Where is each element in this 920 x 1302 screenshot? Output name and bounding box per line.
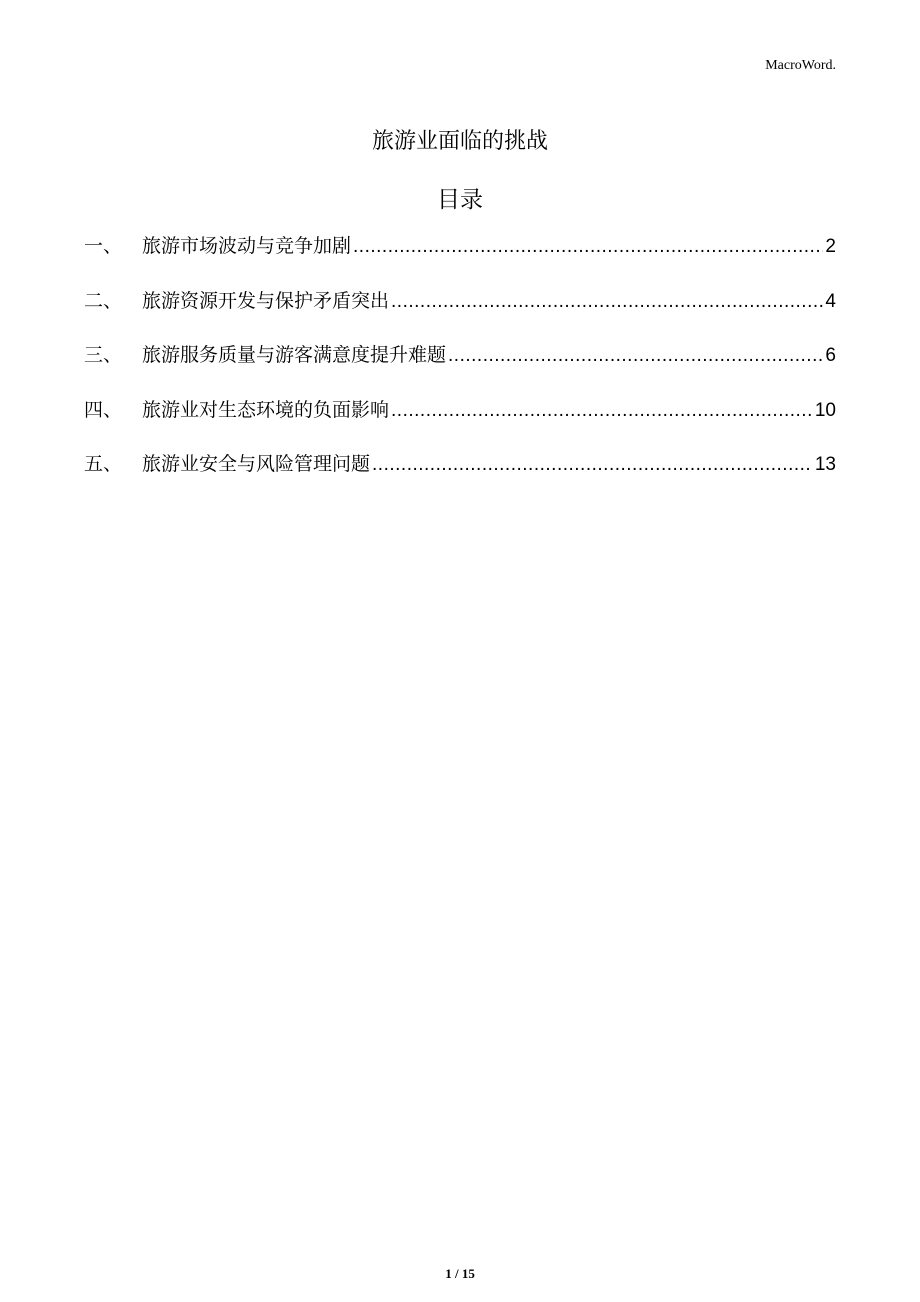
toc-entry[interactable]	[84, 340, 836, 395]
toc-entry-title: 旅游业安全与风险管理问题	[142, 453, 371, 475]
toc-leader-dots	[448, 345, 823, 367]
toc-entry-page: 2	[825, 236, 836, 257]
toc-entry[interactable]	[84, 231, 836, 286]
toc-entry-title: 旅游资源开发与保护矛盾突出	[142, 289, 390, 312]
toc-entry-number: 三、	[84, 344, 123, 366]
toc-entry-page: 4	[825, 290, 836, 312]
page-number-footer	[0, 1266, 920, 1282]
toc-entry-title: 旅游业对生态环境的负面影响	[142, 398, 390, 421]
toc-entry-title: 旅游服务质量与游客满意度提升难题	[142, 344, 447, 366]
toc-entry-page: 13	[814, 454, 836, 475]
toc-entry[interactable]	[84, 395, 836, 450]
toc-leader-dots	[391, 291, 823, 313]
toc-entry-number: 一、	[84, 235, 123, 257]
toc-entry-number: 四、	[84, 398, 123, 421]
toc-leader-dots	[391, 400, 813, 422]
toc-entry-number: 五、	[84, 453, 123, 475]
header-brand: MacroWord.	[765, 58, 836, 73]
toc-leader-dots	[372, 454, 813, 476]
current-page-number: 1	[445, 1266, 452, 1281]
toc-heading: 目录	[437, 187, 483, 213]
toc-entry[interactable]	[84, 449, 836, 504]
table-of-contents	[84, 231, 836, 504]
toc-entry[interactable]	[84, 286, 836, 341]
toc-entry-number: 二、	[84, 289, 123, 312]
total-page-count: 15	[461, 1266, 475, 1281]
toc-entry-title: 旅游市场波动与竞争加剧	[142, 235, 352, 257]
toc-entry-page: 6	[825, 345, 836, 366]
toc-leader-dots	[353, 236, 823, 258]
toc-entry-page: 10	[814, 399, 836, 421]
page-separator: /	[451, 1266, 462, 1281]
document-title: 旅游业面临的挑战	[371, 129, 548, 154]
